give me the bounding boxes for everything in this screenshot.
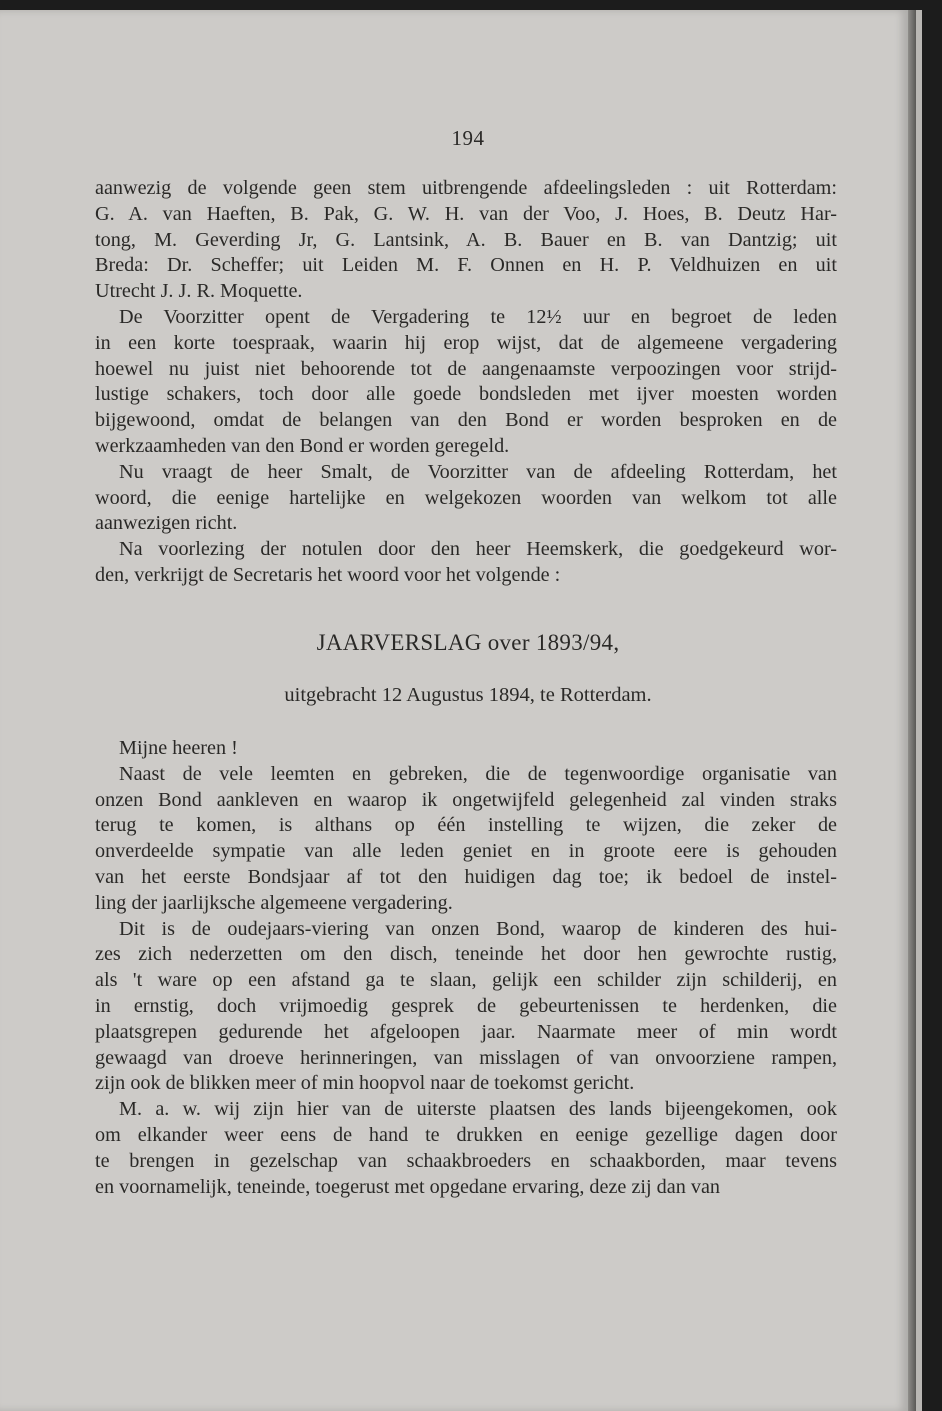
text-line: van het eerste Bondsjaar af tot den huidigen dag toe; ik bedoel de instel-: [95, 865, 837, 888]
text-line: M. a. w. wij zijn hier van de uiterste plaatsen des lands bijeengekomen, ook: [119, 1098, 837, 1121]
page-number: 194: [451, 126, 485, 150]
book-page: [0, 10, 908, 1411]
report-paragraph-2: [95, 917, 837, 1098]
text-line: in een korte toespraak, waarin hij erop wijst, dat de algemeene vergadering: [95, 331, 837, 354]
text-line: Utrecht J. J. R. Moquette.: [95, 280, 303, 303]
text-line: en voornamelijk, teneinde, toegerust met opgedane ervaring, deze zij dan van: [95, 1175, 721, 1198]
text-line: bijgewoond, omdat de belangen van den Bond er worden besproken en de: [95, 409, 837, 432]
page-edge: [908, 10, 916, 1411]
text-line: ling der jaarlijksche algemeene vergadering.: [95, 891, 453, 914]
report-text: [95, 736, 837, 1200]
intro-paragraph: [95, 176, 837, 305]
text-line: den, verkrijgt de Secretaris het woord voor het volgende :: [95, 563, 561, 586]
text-line: Naast de vele leemten en gebreken, die de tegenwoordige organisatie van: [119, 762, 837, 785]
text-line: aanwezigen richt.: [95, 512, 238, 535]
text-line: Na voorlezing der notulen door den heer Heemskerk, die goedgekeurd wor-: [119, 538, 837, 561]
text-line: terug te komen, is althans op één instelling te wijzen, die zeker de: [95, 814, 837, 837]
salutation: Mijne heeren !: [119, 737, 238, 759]
text-line: werkzaamheden van den Bond er worden geregeld.: [95, 434, 510, 457]
text-line: te brengen in gezelschap van schaakbroeders en schaakborden, maar tevens: [95, 1149, 837, 1172]
page-edge-highlight: [916, 10, 922, 1411]
text-line: zijn ook de blikken meer of min hoopvol naar de toekomst gericht.: [95, 1072, 635, 1095]
paragraph-opening: [95, 305, 837, 460]
text-line: Dit is de oudejaars-viering van onzen Bond, waarop de kinderen des hui-: [119, 917, 837, 940]
text-line: in ernstig, doch vrijmoedig gesprek de gebeurtenissen te herdenken, die: [95, 994, 837, 1017]
text-line: lustige schakers, toch door alle goede bondsleden met ijver moesten worden: [95, 383, 837, 406]
paragraph-minutes: [95, 537, 837, 589]
text-line: zes zich nederzetten om den disch, teneinde het door hen gewrochte rustig,: [95, 943, 837, 966]
text-line: onverdeelde sympatie van alle leden geniet en in groote eere is gehouden: [95, 840, 837, 863]
report-subtitle: uitgebracht 12 Augustus 1894, te Rotterdam.: [284, 684, 652, 706]
text-line: aanwezig de volgende geen stem uitbrengende afdeelingsleden : uit Rotterdam:: [95, 177, 837, 199]
paragraph-welcome: [95, 460, 837, 537]
report-title: JAARVERSLAG over 1893/94,: [316, 630, 620, 655]
text-line: gewaagd van droeve herinneringen, van misslagen of van onvoorziene rampen,: [95, 1046, 837, 1069]
report-paragraph-3: [95, 1097, 837, 1200]
text-line: Nu vraagt de heer Smalt, de Voorzitter van de afdeeling Rotterdam, het: [119, 460, 837, 483]
text-line: hoewel nu juist niet behoorende tot de aangenaamste verpoozingen voor strijd-: [95, 357, 837, 380]
text-line: onzen Bond aankleven en waarop ik ongetwijfeld gelegenheid zal vinden straks: [95, 788, 837, 811]
text-line: als 't ware op een afstand ga te slaan, gelijk een schilder zijn schilderij, en: [95, 969, 837, 992]
text-line: De Voorzitter opent de Vergadering te 12½ uur en begroet de leden: [119, 305, 837, 328]
text-line: tong, M. Geverding Jr, G. Lantsink, A. B. Bauer en B. van Dantzig; uit: [95, 228, 837, 251]
text-line: woord, die eenige hartelijke en welgekozen woorden van welkom tot alle: [95, 486, 837, 509]
text-line: Breda: Dr. Scheffer; uit Leiden M. F. Onnen en H. P. Veldhuizen en uit: [95, 254, 837, 277]
report-paragraph-1: [95, 762, 837, 917]
text-line: om elkander weer eens de hand te drukken en eenige gezellige dagen door: [95, 1123, 837, 1146]
text-line: plaatsgrepen gedurende het afgeloopen jaar. Naarmate meer of min wordt: [95, 1020, 837, 1043]
text-line: G. A. van Haeften, B. Pak, G. W. H. van der Voo, J. Hoes, B. Deutz Har-: [95, 202, 837, 225]
intro-text: [95, 176, 837, 589]
